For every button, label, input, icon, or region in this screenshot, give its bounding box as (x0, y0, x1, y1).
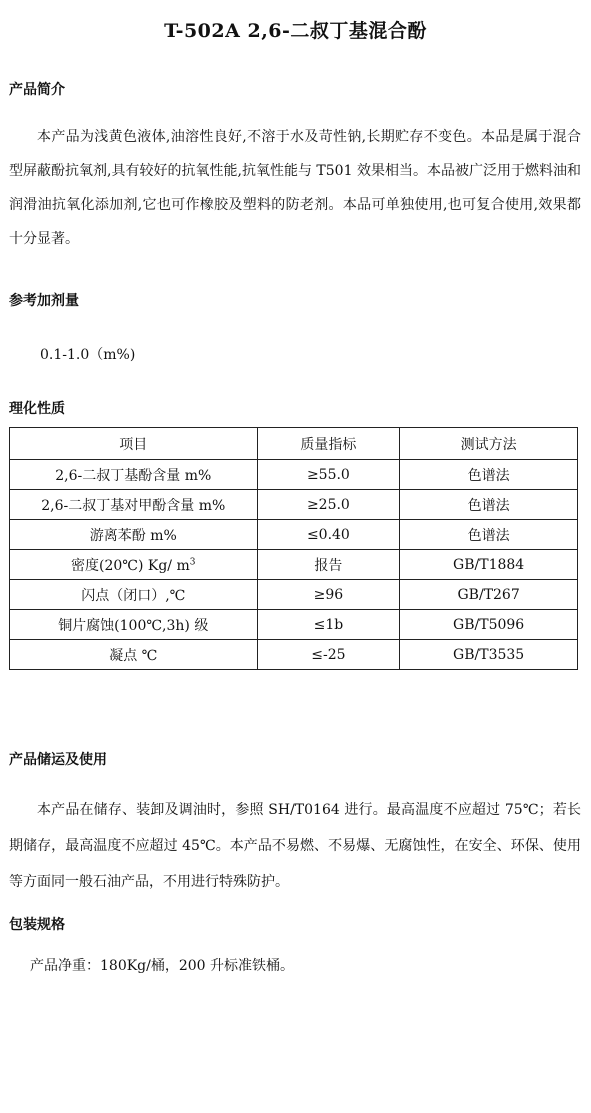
cell-spec: ≤1b (257, 610, 400, 640)
cell-item: 凝点 ℃ (10, 640, 258, 670)
column-header-method: 测试方法 (400, 428, 578, 460)
table-row (10, 490, 578, 520)
cell-method: 色谱法 (400, 520, 578, 550)
cell-spec: ≤0.40 (257, 520, 400, 550)
dosage-heading: 参考加剂量 (9, 293, 79, 309)
cell-spec: ≥25.0 (257, 490, 400, 520)
dosage-value: 0.1-1.0（m%) (40, 347, 136, 363)
intro-paragraph: 本产品为浅黄色液体,油溶性良好,不溶于水及苛性钠,长期贮存不变色。本品是属于混合型屏蔽酚抗氧剂,具有较好的抗氧性能,抗氧性能与 T501 效果相当。本品被广泛用于燃料油和润滑油抗氧化添加剂,它也可作橡胶及塑料的防老剂。本品可单独使用,也可复合使用,效果都十分显著。 (9, 129, 581, 247)
packaging-text: 产品净重：180Kg/桶，200 升标准铁桶。 (30, 958, 295, 974)
column-header-spec: 质量指标 (257, 428, 400, 460)
properties-table (9, 427, 578, 670)
cell-item: 铜片腐蚀(100℃,3h) 级 (10, 610, 258, 640)
cell-method: 色谱法 (400, 490, 578, 520)
table-row (10, 520, 578, 550)
table-row (10, 580, 578, 610)
intro-heading: 产品简介 (9, 82, 65, 98)
cell-spec: 报告 (257, 550, 400, 580)
cell-method: 色谱法 (400, 460, 578, 490)
cell-item: 2,6-二叔丁基对甲酚含量 m% (10, 490, 258, 520)
cell-method: GB/T5096 (400, 610, 578, 640)
table-row (10, 550, 578, 580)
cell-item-superscript: 3 (189, 556, 196, 567)
document-title: T-502A 2,6-二叔丁基混合酚 (164, 20, 427, 42)
storage-paragraph: 本产品在储存、装卸及调油时，参照 SH/T0164 进行。最高温度不应超过 75℃；若长期储存，最高温度不应超过 45℃。本产品不易燃、不易爆、无腐蚀性，在安全、环保、使用等方面同一般石油产品，不用进行特殊防护。 (9, 802, 581, 890)
cell-method: GB/T3535 (400, 640, 578, 670)
storage-heading: 产品储运及使用 (9, 752, 107, 768)
packaging-heading: 包装规格 (9, 917, 65, 933)
cell-spec: ≤-25 (257, 640, 400, 670)
cell-item: 闪点（闭口）,℃ (10, 580, 258, 610)
cell-item: 游离苯酚 m% (10, 520, 258, 550)
cell-method: GB/T267 (400, 580, 578, 610)
cell-item: 2,6-二叔丁基酚含量 m% (10, 460, 258, 490)
cell-item-text: 密度(20℃) Kg/ m (71, 557, 190, 574)
cell-spec: ≥55.0 (257, 460, 400, 490)
cell-method: GB/T1884 (400, 550, 578, 580)
table-row (10, 460, 578, 490)
cell-item (10, 550, 258, 580)
properties-heading: 理化性质 (9, 401, 65, 417)
column-header-item: 项目 (10, 428, 258, 460)
cell-spec: ≥96 (257, 580, 400, 610)
table-row (10, 640, 578, 670)
table-header-row (10, 428, 578, 460)
table-row (10, 610, 578, 640)
